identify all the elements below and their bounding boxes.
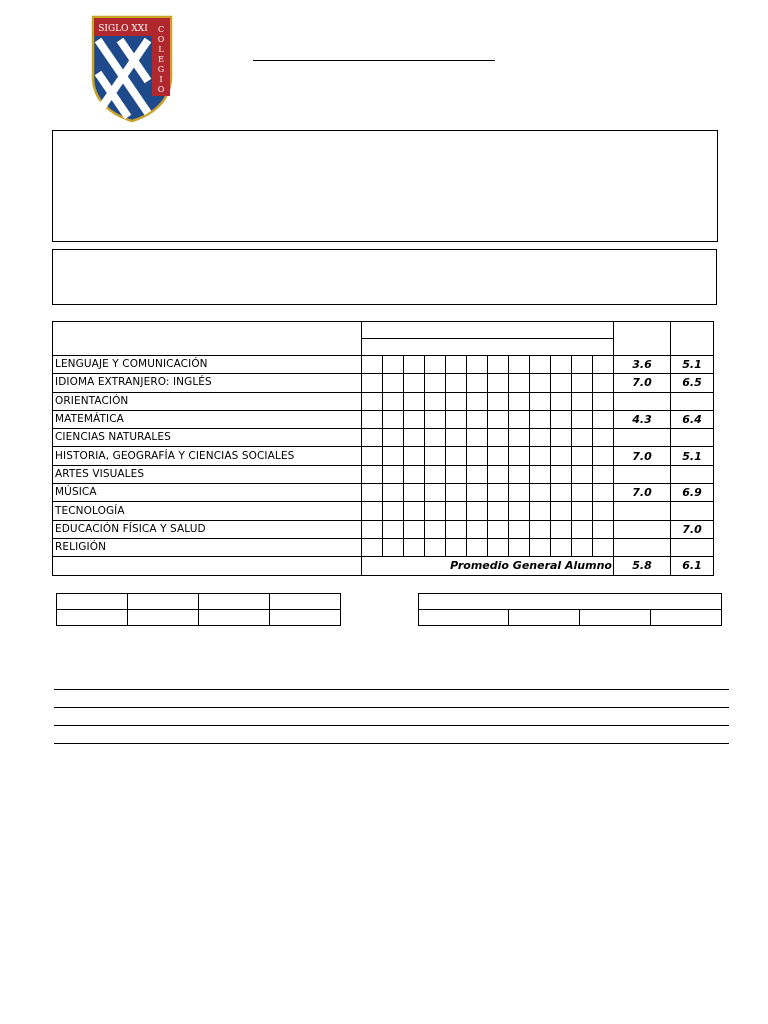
subject-name: EDUCACIÓN FÍSICA Y SALUD xyxy=(53,520,362,538)
grade-cell xyxy=(572,410,593,428)
grade-cell xyxy=(446,538,467,556)
grade-cell xyxy=(467,520,488,538)
grade-cell xyxy=(446,484,467,502)
grade-cell xyxy=(530,410,551,428)
subject-avg1 xyxy=(614,520,671,538)
grade-cell xyxy=(488,410,509,428)
observation-line-2 xyxy=(54,707,729,708)
grade-cell xyxy=(593,429,614,447)
observation-line-3 xyxy=(54,725,729,726)
subject-avg2: 5.1 xyxy=(671,447,714,465)
grade-cell xyxy=(467,392,488,410)
grade-cell xyxy=(509,374,530,392)
grade-cell xyxy=(509,410,530,428)
grade-cell xyxy=(488,356,509,374)
subject-row xyxy=(53,374,714,392)
grade-cell xyxy=(593,392,614,410)
grade-cell xyxy=(383,502,404,520)
grade-cell xyxy=(509,538,530,556)
grade-cell xyxy=(509,465,530,483)
grade-cell xyxy=(446,392,467,410)
grade-cell xyxy=(425,392,446,410)
grade-cell xyxy=(551,484,572,502)
observation-line-1 xyxy=(54,689,729,690)
grade-cell xyxy=(488,502,509,520)
grade-cell xyxy=(446,465,467,483)
grade-cell xyxy=(467,356,488,374)
grade-cell xyxy=(488,447,509,465)
grade-cell xyxy=(572,429,593,447)
grade-cell xyxy=(404,356,425,374)
grade-cell xyxy=(593,374,614,392)
grade-cell xyxy=(572,374,593,392)
subject-row xyxy=(53,484,714,502)
grade-cell xyxy=(425,374,446,392)
grade-cell xyxy=(593,520,614,538)
grade-cell xyxy=(383,410,404,428)
grade-cell xyxy=(446,356,467,374)
subject-row xyxy=(53,447,714,465)
svg-text:G: G xyxy=(157,65,165,74)
grade-cell xyxy=(488,429,509,447)
grade-cell xyxy=(362,374,383,392)
grade-cell xyxy=(362,520,383,538)
grade-cell xyxy=(383,356,404,374)
subject-name: MÚSICA xyxy=(53,484,362,502)
grade-cell xyxy=(404,447,425,465)
average-value-1: 5.8 xyxy=(614,557,671,575)
grade-cell xyxy=(404,410,425,428)
average-row xyxy=(53,557,714,575)
grade-cell xyxy=(383,538,404,556)
grade-cell xyxy=(530,356,551,374)
subject-name: IDIOMA EXTRANJERO: INGLÉS xyxy=(53,374,362,392)
grade-cell xyxy=(404,392,425,410)
subject-avg1: 7.0 xyxy=(614,374,671,392)
svg-text:O: O xyxy=(157,85,165,94)
subject-avg2 xyxy=(671,502,714,520)
subject-name: HISTORIA, GEOGRAFÍA Y CIENCIAS SOCIALES xyxy=(53,447,362,465)
svg-text:C: C xyxy=(157,25,165,34)
grade-cell xyxy=(509,447,530,465)
grade-cell xyxy=(383,520,404,538)
grade-cell xyxy=(509,520,530,538)
subject-name: ORIENTACIÓN xyxy=(53,392,362,410)
grade-cell xyxy=(593,465,614,483)
grade-cell xyxy=(572,520,593,538)
observation-line-4 xyxy=(54,743,729,744)
subject-avg1 xyxy=(614,392,671,410)
grade-cell xyxy=(404,429,425,447)
subject-avg1: 3.6 xyxy=(614,356,671,374)
grade-cell xyxy=(362,447,383,465)
grade-cell xyxy=(467,502,488,520)
grade-cell xyxy=(509,484,530,502)
grade-cell xyxy=(488,374,509,392)
grade-cell xyxy=(425,429,446,447)
grade-cell xyxy=(551,502,572,520)
grade-cell xyxy=(572,356,593,374)
grade-cell xyxy=(362,502,383,520)
subject-avg1 xyxy=(614,429,671,447)
grade-cell xyxy=(530,374,551,392)
grade-cell xyxy=(572,447,593,465)
grade-cell xyxy=(551,447,572,465)
grade-cell xyxy=(362,429,383,447)
grade-cell xyxy=(572,392,593,410)
grade-cell xyxy=(509,392,530,410)
subject-avg2 xyxy=(671,465,714,483)
grade-cell xyxy=(383,374,404,392)
grade-cell xyxy=(530,538,551,556)
subject-avg1 xyxy=(614,538,671,556)
grade-cell xyxy=(404,520,425,538)
title-underline xyxy=(253,60,495,61)
grade-cell xyxy=(404,538,425,556)
grade-cell xyxy=(404,502,425,520)
subject-avg2 xyxy=(671,429,714,447)
grade-cell xyxy=(362,465,383,483)
subject-row xyxy=(53,356,714,374)
average-blank-cell xyxy=(53,557,362,575)
grade-cell xyxy=(488,392,509,410)
grade-cell xyxy=(362,392,383,410)
grade-cell xyxy=(446,374,467,392)
grade-cell xyxy=(551,374,572,392)
grade-cell xyxy=(551,429,572,447)
grade-cell xyxy=(551,538,572,556)
grade-cell xyxy=(593,502,614,520)
grade-cell xyxy=(551,465,572,483)
grade-cell xyxy=(530,392,551,410)
attendance-table xyxy=(56,593,341,626)
grade-cell xyxy=(488,520,509,538)
grade-cell xyxy=(467,410,488,428)
grade-cell xyxy=(593,538,614,556)
subject-row xyxy=(53,410,714,428)
grade-cell xyxy=(509,429,530,447)
grade-cell xyxy=(530,520,551,538)
grade-cell xyxy=(467,447,488,465)
grade-cell xyxy=(467,465,488,483)
grade-cell xyxy=(362,538,383,556)
subject-header-cell xyxy=(53,322,362,356)
grade-cell xyxy=(593,410,614,428)
grade-cell xyxy=(572,502,593,520)
table-header-row xyxy=(53,322,714,339)
subject-name: CIENCIAS NATURALES xyxy=(53,429,362,447)
subject-avg2: 6.5 xyxy=(671,374,714,392)
grade-cell xyxy=(425,538,446,556)
average-label: Promedio General Alumno xyxy=(362,557,614,575)
subject-avg1 xyxy=(614,465,671,483)
grade-cell xyxy=(446,429,467,447)
course-info-box xyxy=(52,249,717,305)
grade-cell xyxy=(467,374,488,392)
grade-cell xyxy=(362,484,383,502)
grade-cell xyxy=(383,392,404,410)
svg-text:E: E xyxy=(158,55,164,64)
grade-cell xyxy=(593,484,614,502)
grade-cell xyxy=(425,520,446,538)
grade-cell xyxy=(530,429,551,447)
grade-cell xyxy=(551,410,572,428)
grade-cell xyxy=(509,502,530,520)
subject-avg1 xyxy=(614,502,671,520)
grade-cell xyxy=(425,484,446,502)
subject-avg1: 7.0 xyxy=(614,484,671,502)
svg-text:O: O xyxy=(157,35,165,44)
grade-cell xyxy=(404,465,425,483)
grades-subheader-cell xyxy=(362,339,614,356)
svg-text:SIGLO XXI: SIGLO XXI xyxy=(98,24,148,34)
grade-cell xyxy=(551,392,572,410)
subject-rows xyxy=(53,356,714,557)
subject-avg2: 5.1 xyxy=(671,356,714,374)
grade-cell xyxy=(362,356,383,374)
subject-row xyxy=(53,520,714,538)
subject-avg2: 7.0 xyxy=(671,520,714,538)
grade-cell xyxy=(404,374,425,392)
grade-cell xyxy=(488,484,509,502)
grade-cell xyxy=(509,356,530,374)
grade-cell xyxy=(446,520,467,538)
grade-cell xyxy=(593,356,614,374)
subject-avg2 xyxy=(671,392,714,410)
grade-cell xyxy=(467,538,488,556)
subject-row xyxy=(53,538,714,556)
subject-avg2 xyxy=(671,538,714,556)
grade-cell xyxy=(383,429,404,447)
grade-cell xyxy=(488,465,509,483)
grades-header-cell xyxy=(362,322,614,339)
grade-cell xyxy=(362,410,383,428)
subject-row xyxy=(53,465,714,483)
grade-cell xyxy=(446,410,467,428)
grade-cell xyxy=(488,538,509,556)
grade-cell xyxy=(425,465,446,483)
subject-name: ARTES VISUALES xyxy=(53,465,362,483)
student-info-box xyxy=(52,130,718,242)
subject-name: RELIGIÓN xyxy=(53,538,362,556)
grades-table xyxy=(52,321,714,576)
subject-avg1: 4.3 xyxy=(614,410,671,428)
subject-name: MATEMÁTICA xyxy=(53,410,362,428)
average-value-2: 6.1 xyxy=(671,557,714,575)
grade-cell xyxy=(572,465,593,483)
grade-cell xyxy=(593,447,614,465)
subject-avg1: 7.0 xyxy=(614,447,671,465)
grade-cell xyxy=(383,447,404,465)
grade-cell xyxy=(425,447,446,465)
svg-text:I: I xyxy=(159,75,163,84)
grade-cell xyxy=(446,447,467,465)
grade-cell xyxy=(425,356,446,374)
grade-cell xyxy=(551,520,572,538)
subject-avg2: 6.4 xyxy=(671,410,714,428)
summary-table xyxy=(418,593,722,626)
grade-cell xyxy=(551,356,572,374)
school-crest-logo xyxy=(90,15,174,123)
grade-cell xyxy=(425,502,446,520)
avg2-header-cell xyxy=(671,322,714,356)
grade-cell xyxy=(530,465,551,483)
grade-cell xyxy=(530,447,551,465)
grade-cell xyxy=(383,484,404,502)
grade-cell xyxy=(530,502,551,520)
subject-name: LENGUAJE Y COMUNICACIÓN xyxy=(53,356,362,374)
subject-avg2: 6.9 xyxy=(671,484,714,502)
avg1-header-cell xyxy=(614,322,671,356)
grade-cell xyxy=(467,429,488,447)
grade-cell xyxy=(572,538,593,556)
subject-row xyxy=(53,429,714,447)
grade-cell xyxy=(425,410,446,428)
grade-cell xyxy=(572,484,593,502)
grade-cell xyxy=(467,484,488,502)
grade-cell xyxy=(530,484,551,502)
svg-text:L: L xyxy=(158,45,164,54)
grade-cell xyxy=(404,484,425,502)
subject-name: TECNOLOGÍA xyxy=(53,502,362,520)
subject-row xyxy=(53,502,714,520)
grade-cell xyxy=(446,502,467,520)
grade-cell xyxy=(383,465,404,483)
subject-row xyxy=(53,392,714,410)
